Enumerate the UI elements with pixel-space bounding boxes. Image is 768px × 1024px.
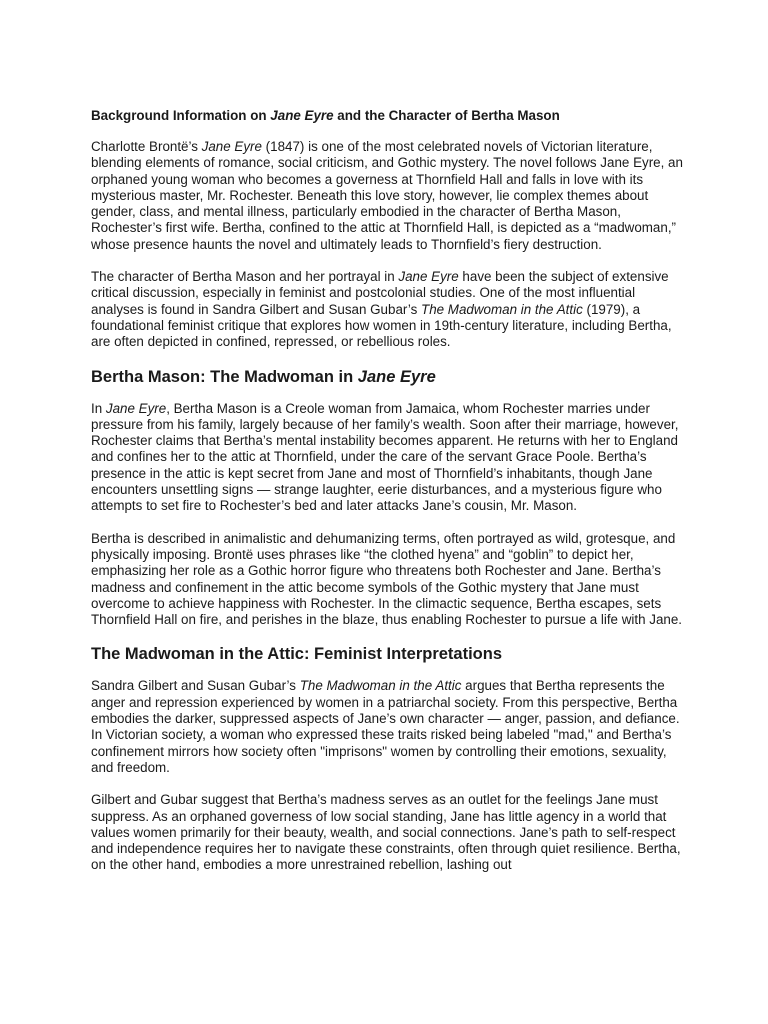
- title-text-1: Background Information on: [91, 108, 271, 123]
- s2-p1-text-b: argues that Bertha represents the anger and repression experienced by women in a patriarchal society. From this perspective, Bertha embodies the darker, suppressed aspects of Jane’s own character — anger, passion, and defiance. In Victorian society, a woman who expressed these traits risked being labeled "mad," and Bertha’s confinement mirrors how society often "imprisons" women by controlling their emotions, sexuality, and freedom.: [91, 678, 680, 775]
- intro-p1-text-a: Charlotte Brontë’s: [91, 139, 202, 154]
- intro-p1-text-b: (1847) is one of the most celebrated novels of Victorian literature, blending elements of romance, social criticism, and Gothic mystery. The novel follows Jane Eyre, an orphaned young woman who becomes a governess at Thornfield Hall and falls in love with its mysterious master, Mr. Rochester. Beneath this love story, however, lie complex themes about gender, class, and mental illness, particularly embodied in the character of Bertha Mason, Rochester’s first wife. Bertha, confined to the attic at Thornfield Hall, is depicted as a “madwoman,” whose presence haunts the novel and ultimately leads to Thornfield’s fiery destruction.: [91, 139, 683, 252]
- section2-paragraph-1: [91, 678, 691, 776]
- title-text-2: and the Character of Bertha Mason: [333, 108, 560, 123]
- document-title: [91, 108, 691, 124]
- s1-p1-text-a: In: [91, 400, 106, 416]
- section-heading-bertha-mason: [91, 367, 691, 387]
- s2-p1-text-a: Sandra Gilbert and Susan Gubar’s: [91, 678, 300, 694]
- intro-p1-italic: Jane Eyre: [201, 139, 262, 154]
- intro-p2-italic-1: Jane Eyre: [398, 269, 459, 285]
- intro-p2-text-b: have been the subject of extensive critical discussion, especially in feminist and postcolonial studies. One of the most influential analyses is found in Sandra Gilbert and Susan Gubar’s: [91, 269, 669, 317]
- intro-p2-italic-2: The Madwoman in the Attic: [421, 301, 583, 317]
- intro-paragraph-1: [91, 139, 691, 253]
- s1-p1-text-b: , Bertha Mason is a Creole woman from Jamaica, whom Rochester marries under pressure from his family, largely because of her family’s wealth. Soon after their marriage, however, Rochester claims that Bertha’s mental instability becomes apparent. He returns with her to England and confines her to the attic at Thornfield, under the care of the servant Grace Poole. Bertha’s presence in the attic is kept secret from Jane and most of Thornfield’s inhabitants, though Jane encounters unsettling signs — strange laughter, eerie disturbances, and a mysterious figure who attempts to set fire to Rochester’s bed and later attacks Jane’s cousin, Mr. Mason.: [91, 400, 679, 514]
- title-italic-jane-eyre: Jane Eyre: [270, 108, 334, 123]
- section1-paragraph-2: Bertha is described in animalistic and dehumanizing terms, often portrayed as wild, grotesque, and physically imposing. Brontë uses phrases like “the clothed hyena” and “goblin” to depict her, emphasizing her role as a Gothic horror figure who threatens both Rochester and Jane. Bertha’s madness and confinement in the attic become symbols of the Gothic mystery that Jane must overcome to achieve happiness with Rochester. In the climactic sequence, Bertha escapes, sets Thornfield Hall on fire, and perishes in the blaze, thus enabling Rochester to pursue a life with Jane.: [91, 530, 683, 628]
- s1-p1-italic: Jane Eyre: [105, 400, 167, 416]
- section-heading-feminist-interpretations: The Madwoman in the Attic: Feminist Interpretations: [91, 645, 503, 664]
- section1-heading-italic: Jane Eyre: [357, 367, 436, 386]
- intro-p2-text-a: The character of Bertha Mason and her portrayal in: [91, 269, 399, 285]
- document-page: [91, 108, 691, 890]
- intro-paragraph-2: [91, 269, 691, 350]
- section2-paragraph-2: Gilbert and Gubar suggest that Bertha’s madness serves as an outlet for the feelings Jane must suppress. As an orphaned governess of low social standing, Jane has little agency in a world that values women primarily for their beauty, wealth, and social connections. Jane’s path to self-respect and independence requires her to navigate these constraints, often through quiet resilience. Bertha, on the other hand, embodies a more unrestrained rebellion, lashing out: [91, 792, 681, 873]
- section1-heading-text: Bertha Mason: The Madwoman in: [91, 367, 358, 386]
- intro-p2-text-c: (1979), a foundational feminist critique that explores how women in 19th-century literature, including Bertha, are often depicted in confined, repressed, or rebellious roles.: [91, 301, 672, 350]
- s2-p1-italic: The Madwoman in the Attic: [299, 678, 462, 694]
- section1-paragraph-1: [91, 401, 691, 515]
